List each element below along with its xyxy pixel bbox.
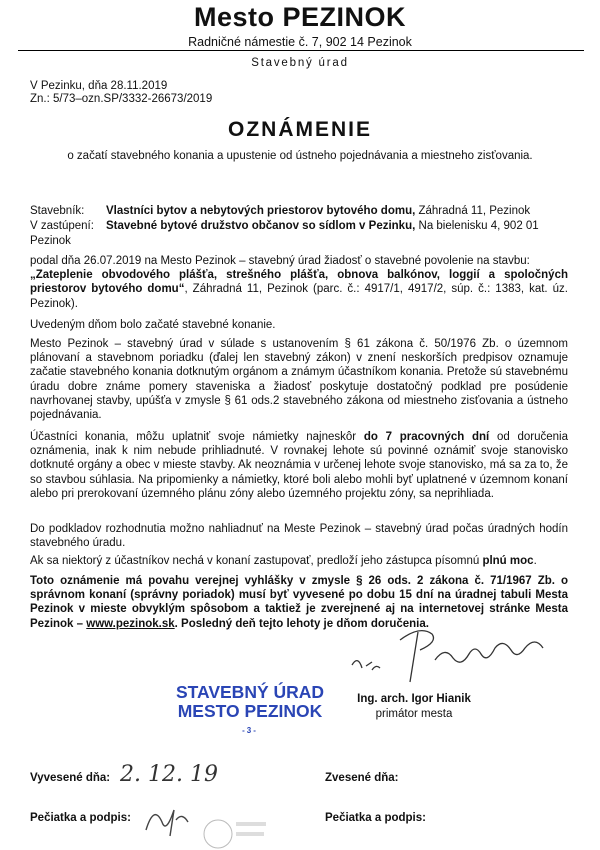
stamp-signature-left-label: Pečiatka a podpis:	[30, 812, 131, 824]
representative-city: Pezinok	[30, 235, 71, 247]
notice-subtitle: o začatí stavebného konania a upustenie od ústneho pojednávania a miestneho zisťovania.	[67, 150, 533, 162]
objections-paragraph	[30, 430, 568, 501]
stamp-line-3: -3-	[242, 726, 258, 735]
representation-c: .	[533, 555, 537, 567]
publication-c: . Posledný deň tejto lehoty je dňom doručenia.	[174, 617, 429, 630]
website-link[interactable]: www.pezinok.sk	[86, 617, 175, 630]
builder-address: Záhradná 11, Pezinok	[415, 205, 531, 217]
representation-a: Ak sa niektorý z účastníkov nechá v konaní zastupovať, predloží jeho zástupca písomnú	[30, 555, 483, 567]
signatory-role: primátor mesta	[375, 708, 453, 720]
reference-block	[30, 80, 212, 106]
posted-label: Vyvesené dňa:	[30, 772, 111, 784]
header-divider	[18, 50, 584, 51]
representation-paragraph	[30, 554, 568, 568]
file-number: Zn.: 5/73–ozn.SP/3332-26673/2019	[30, 93, 213, 105]
construction-name: „Zateplenie obvodového plášťa, strešného plášťa, obnova balkónov, loggií a spoločných priestorov bytového domu“	[30, 269, 568, 296]
legal-paragraph: Mesto Pezinok – stavebný úrad v súlade s ustanovením § 61 zákona č. 50/1976 Zb. o územnom plánovaní a stavebnom poriadku (ďalej len stavebný zákon) v znení neskorších predpisov oznamuje začatie stavebného konania dotknutým orgánom a známym účastníkom konania. Pretože sú stavebnému úradu dobre známe pomery staveniska a žiadosť poskytuje dostatočný podklad pre posúdenie navrhovanej stavby, upúšťa v zmysle § 61 ods.2 stavebného zákona od miestneho zisťovania a ústneho pojednávania.	[30, 338, 568, 422]
posted-signature	[140, 800, 200, 840]
stamp-line-2: MESTO PEZINOK	[177, 701, 323, 721]
inspection-paragraph: Do podkladov rozhodnutia možno nahliadnuť na Meste Pezinok – stavebný úrad počas úradných hodín stavebného úradu.	[30, 523, 568, 550]
place-date: V Pezinku, dňa 28.11.2019	[30, 80, 168, 92]
application-paragraph	[30, 254, 568, 311]
office-name: Stavebný úrad	[251, 57, 349, 69]
representative-row	[30, 220, 539, 232]
signatory-name: Ing. arch. Igor Hianik	[357, 693, 471, 705]
application-intro: podal dňa 26.07.2019 na Mesto Pezinok – stavebný úrad žiadosť o stavebné povolenie na stavbu:	[30, 255, 530, 267]
builder-row	[30, 205, 530, 217]
objections-c: od doručenia oznámenia, inak k nim nebude prihliadnuté. V rovnakej lehote sú povinné oznámiť svoje stanovisko dotknuté orgány a obec v mieste stavby. Ak neoznámia v určenej lehote svoje stanovisko, má sa za to, že so stavbou súhlasia. Na pripomienky a námietky, ktoré boli alebo mohli byť uplatnené v územnom konaní alebo pri prerokovaní územného plánu zóny alebo územného projektu zóny, sa neprihliada.	[30, 431, 569, 500]
notice-title: OZNÁMENIE	[228, 118, 372, 141]
objections-a: Účastníci konania, môžu uplatniť svoje námietky najneskôr	[30, 431, 364, 443]
representative-label: V zastúpení:	[30, 220, 94, 232]
builder-label: Stavebník:	[30, 205, 85, 217]
representative-address: Na bielenisku 4, 902 01	[415, 220, 539, 232]
mayor-signature	[340, 620, 570, 690]
faint-stamp	[200, 812, 270, 850]
builder-name: Vlastníci bytov a nebytových priestorov bytového domu,	[106, 205, 416, 217]
office-stamp	[170, 683, 330, 740]
posted-date: 2. 12. 19	[120, 762, 218, 787]
construction-location: , Záhradná 11, Pezinok (parc. č.: 4917/1, 4917/2, súp. č.: 1383, kat. úz. Pezinok).	[30, 283, 568, 310]
objections-deadline: do 7 pracovných dní	[363, 431, 490, 443]
town-title: Mesto PEZINOK	[193, 2, 407, 32]
representative-name: Stavebné bytové družstvo občanov so sídlom v Pezinku,	[106, 220, 416, 232]
stamp-line-1: STAVEBNÝ ÚRAD	[175, 682, 325, 702]
town-address: Radničné námestie č. 7, 902 14 Pezinok	[188, 35, 412, 49]
removed-label: Zvesené dňa:	[325, 772, 399, 784]
proceedings-started: Uvedeným dňom bolo začaté stavebné konanie.	[30, 319, 276, 331]
publication-a: Toto oznámenie má povahu verejnej vyhlášky v zmysle § 26 ods. 2 zákona č. 71/1967 Zb. o správnom konaní (správny poriadok) musí byť vyvesené po dobu 15 dní na úradnej tabuli Mesta Pezinok v mieste obvyklým spôsobom a taktiež je zverejnené aj na internetovej stránke Mesta Pezinok –	[30, 575, 568, 630]
power-of-attorney: plnú moc	[482, 555, 534, 567]
stamp-signature-right-label: Pečiatka a podpis:	[325, 812, 426, 824]
